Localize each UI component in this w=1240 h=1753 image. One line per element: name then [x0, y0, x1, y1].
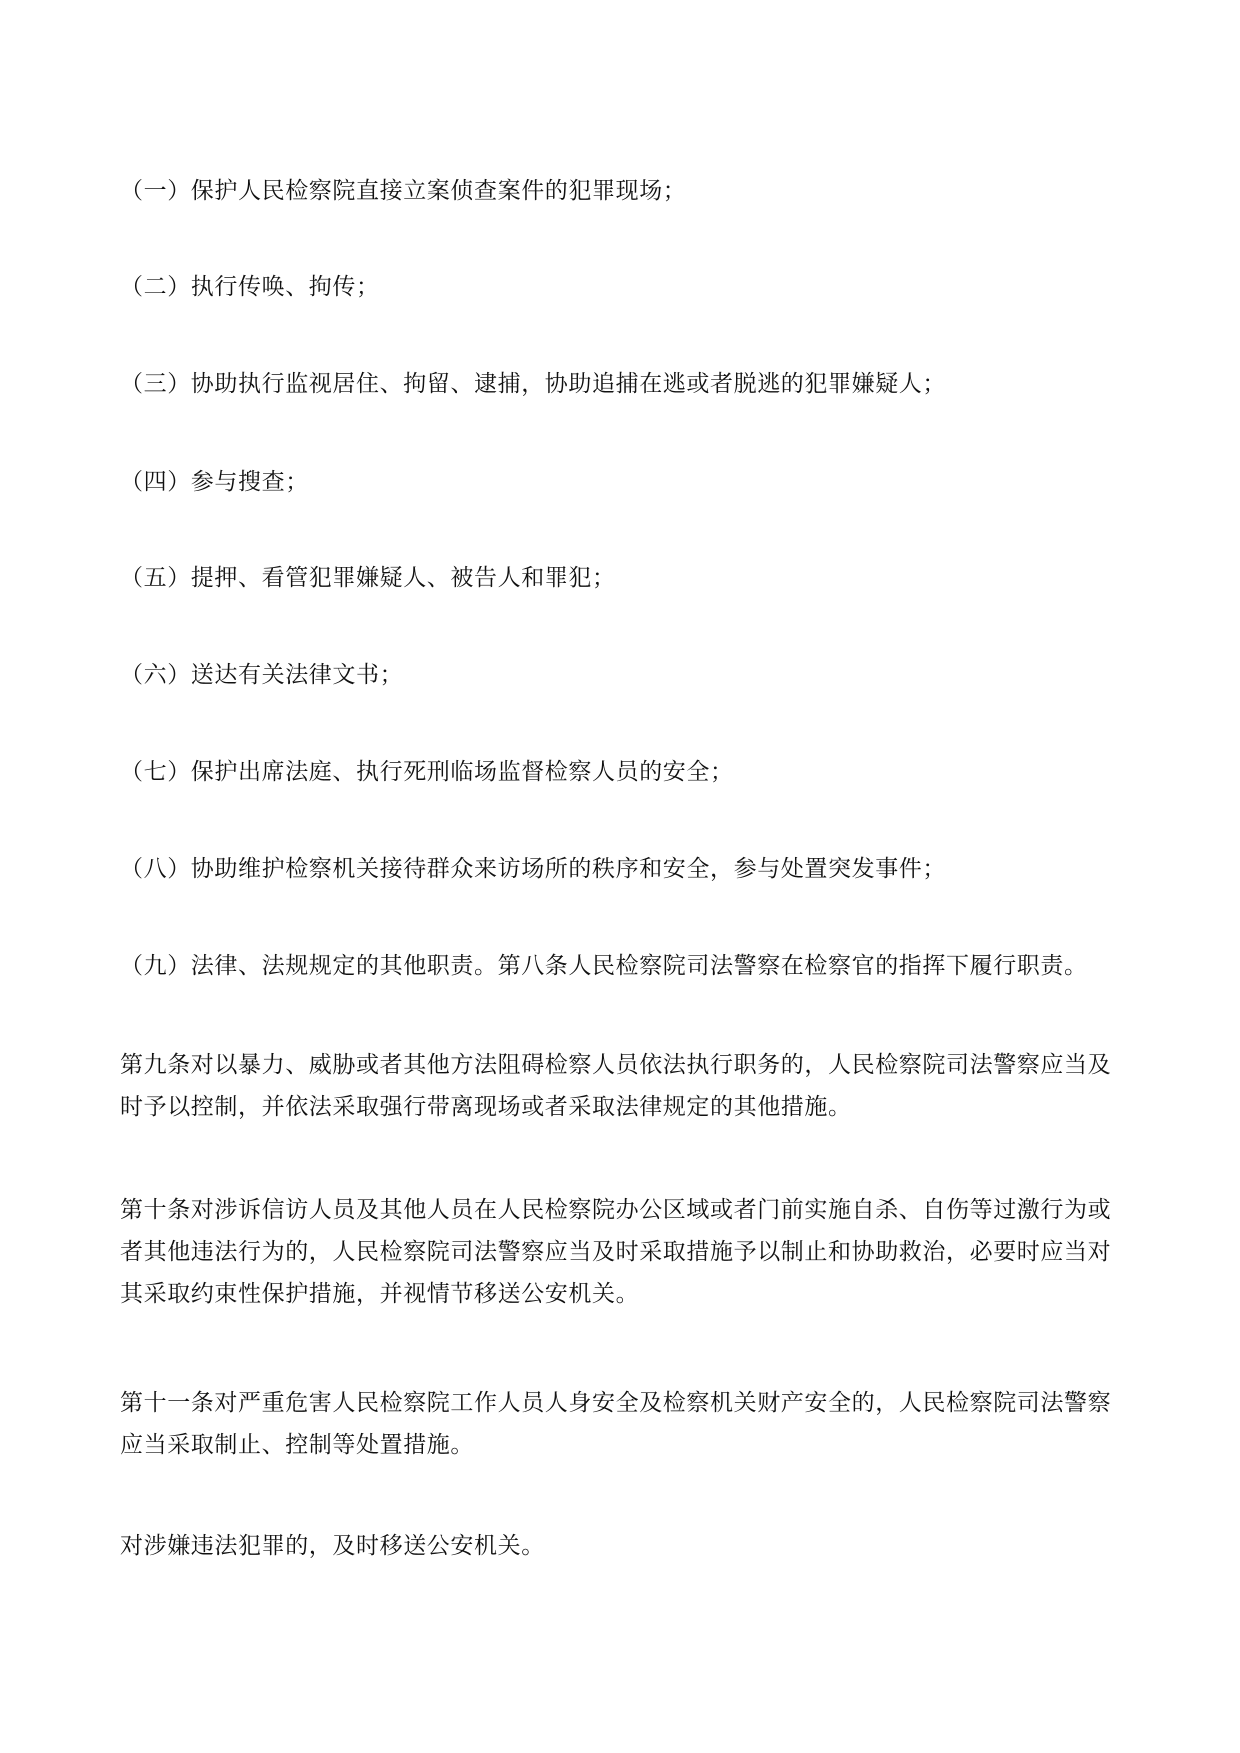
paragraph-closing: 对涉嫌违法犯罪的，及时移送公安机关。	[120, 1533, 545, 1559]
list-item-2: （二）执行传唤、拘传；	[120, 274, 380, 300]
list-item-1: （一）保护人民检察院直接立案侦查案件的犯罪现场；	[120, 178, 687, 204]
list-item-6: （六）送达有关法律文书；	[120, 662, 404, 688]
list-item-7: （七）保护出席法庭、执行死刑临场监督检察人员的安全；	[120, 759, 734, 785]
list-item-5: （五）提押、看管犯罪嫌疑人、被告人和罪犯；	[120, 565, 616, 591]
paragraph-article-9: 第九条对以暴力、威胁或者其他方法阻碍检察人员依法执行职务的，人民检察院司法警察应当及时予以控制，并依法采取强行带离现场或者采取法律规定的其他措施。	[120, 1052, 1112, 1120]
list-item-9: （九）法律、法规规定的其他职责。第八条人民检察院司法警察在检察官的指挥下履行职责。	[120, 953, 1088, 979]
list-item-3: （三）协助执行监视居住、拘留、逮捕，协助追捕在逃或者脱逃的犯罪嫌疑人；	[120, 371, 946, 397]
list-item-4: （四）参与搜查；	[120, 469, 309, 495]
list-item-8: （八）协助维护检察机关接待群众来访场所的秩序和安全，参与处置突发事件；	[120, 856, 946, 882]
paragraph-article-10: 第十条对涉诉信访人员及其他人员在人民检察院办公区域或者门前实施自杀、自伤等过激行为或者其他违法行为的，人民检察院司法警察应当及时采取措施予以制止和协助救治，必要时应当对其采取约束性保护措施，并视情节移送公安机关。	[120, 1197, 1112, 1307]
paragraph-article-11: 第十一条对严重危害人民检察院工作人员人身安全及检察机关财产安全的，人民检察院司法警察应当采取制止、控制等处置措施。	[120, 1390, 1112, 1458]
